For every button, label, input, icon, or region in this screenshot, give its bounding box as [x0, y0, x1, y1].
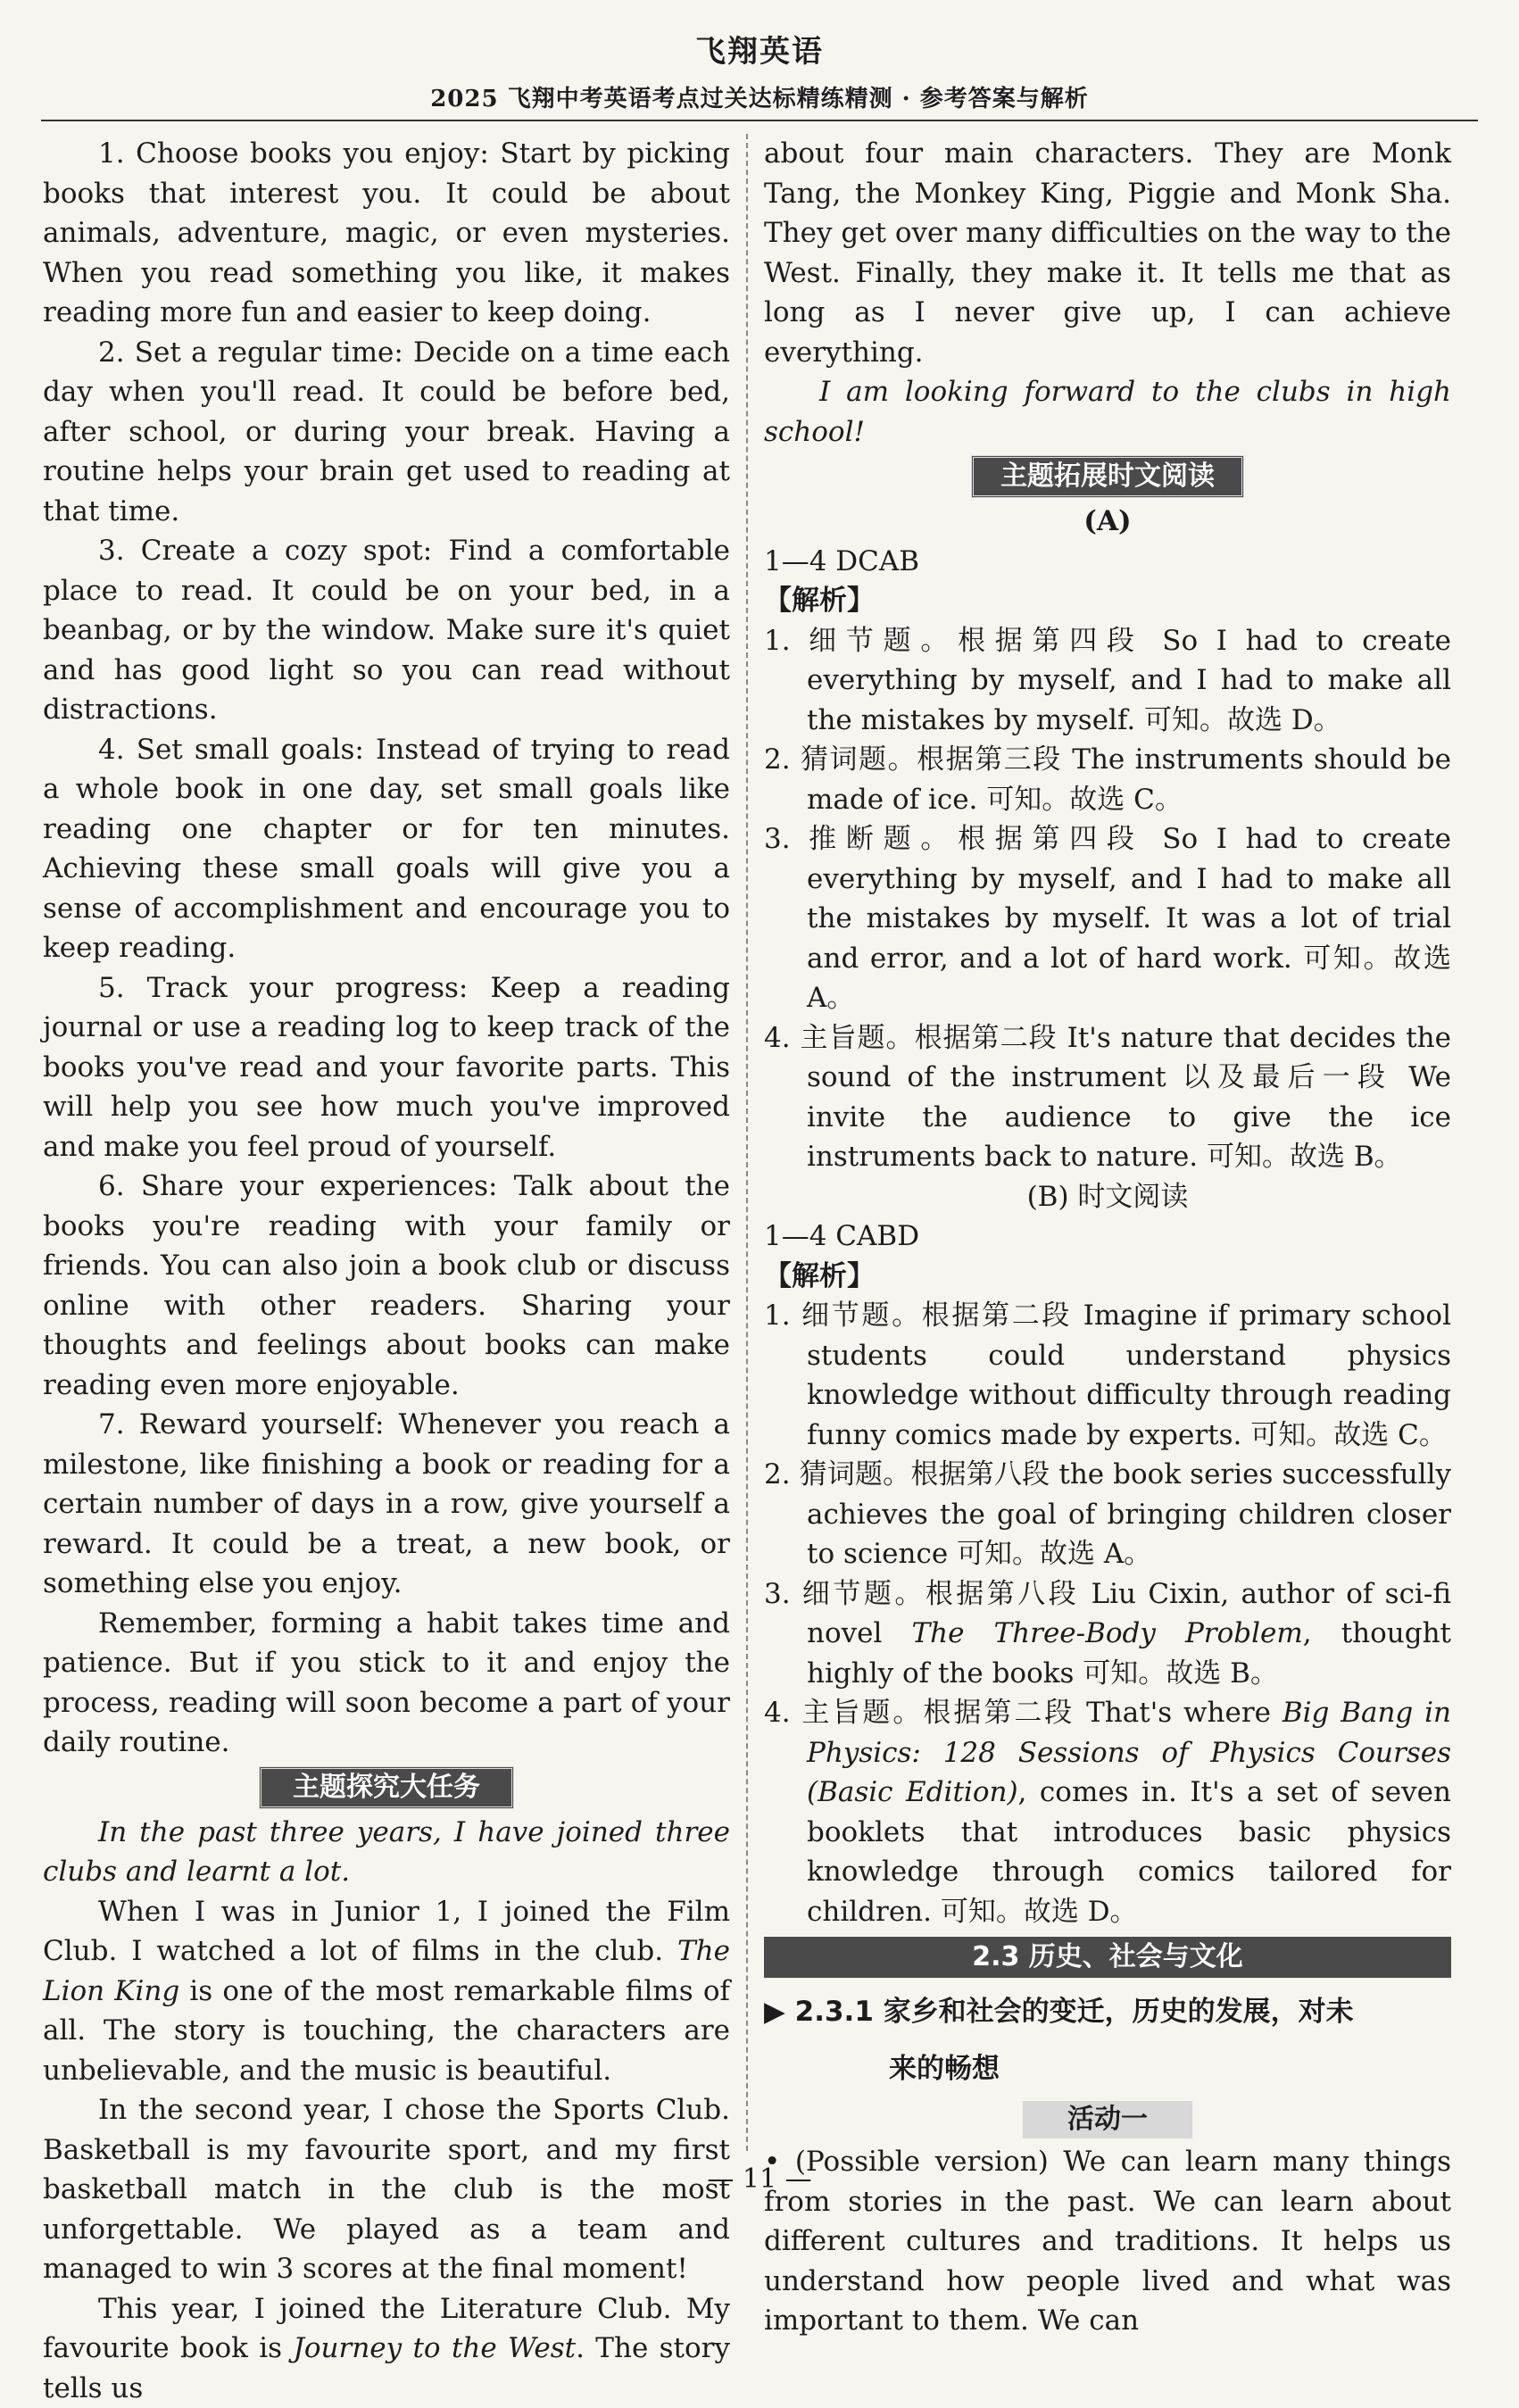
left-column: [43, 134, 730, 2408]
essay-p1-text: When I was in Junior 1, I joined the Film Club. I watched a lot of films in the club.: [43, 1896, 730, 1968]
series-title: Big Bang in Physics: 128 Sessions of Physics Courses (Basic Edition): [807, 1697, 1451, 1808]
tip-remember: Remember, forming a habit takes time and patience. But if you stick to it and enjoy the process, reading will soon become a part of your daily routine.: [43, 1604, 730, 1763]
tip-5: 5. Track your progress: Keep a reading journal or use a reading log to keep track of the books you've read and your favorite parts. This will help you see how much you've improved and make you feel proud of yourself.: [43, 968, 730, 1167]
subsection-heading: [764, 1983, 1451, 2097]
answers-a: 1—4 DCAB: [764, 542, 1451, 582]
analysis-a-1: 1. 细节题。根据第四段 So I had to create everything by myself, and I had to make all the mistakes by myself. 可知。故选 D。: [764, 621, 1451, 741]
essay-paragraph-3: [43, 2289, 730, 2408]
essay-p3-text: This year, I joined the Literature Club. My favourite book is: [43, 2293, 730, 2365]
film-title: The Lion King: [43, 1935, 730, 2007]
analysis-b-1: 1. 细节题。根据第二段 Imagine if primary school students could understand physics knowledge without difficulty through reading funny comics made by experts. 可知。故选 C。: [764, 1296, 1451, 1455]
possible-version: • (Possible version) We can learn many things from stories in the past. We can learn about different cultures and traditions. It helps us understand how people lived and what was important to them. We can: [764, 2142, 1451, 2341]
analysis-b-3-text: 3. 细节题。根据第八段 Liu Cixin, author of sci-fi novel: [764, 1578, 1451, 1650]
analysis-b-3-text-end: , thought highly of the books 可知。故选 B。: [807, 1617, 1451, 1690]
right-column: [764, 134, 1451, 2341]
essay-ending: I am looking forward to the clubs in high school!: [764, 372, 1451, 452]
brand-logo: 飞翔英语: [0, 27, 1519, 71]
task-section-title: 主题探究大任务: [259, 1766, 514, 1809]
part-b-label: (B) 时文阅读: [764, 1177, 1451, 1217]
history-section-bar: 2.3 历史、社会与文化: [764, 1937, 1451, 1978]
essay-continued: about four main characters. They are Monk Tang, the Monkey King, Piggie and Monk Sha. They get over many difficulties on the way to the West. Finally, they make it. It tells me that as long as I never give up, I can achieve everything.: [764, 134, 1451, 372]
essay-p3-text-end: . The story tells us: [43, 2332, 730, 2404]
essay-p1-text-end: is one of the most remarkable films of all. The story is touching, the characters are unbelievable, and the music is beautiful.: [43, 1975, 730, 2087]
tip-6: 6. Share your experiences: Talk about the books you're reading with your family or friends. You can also join a book club or discuss online with other readers. Sharing your thoughts and feelings about books can make reading even more enjoyable.: [43, 1167, 730, 1405]
activity-title: 活动一: [1023, 2101, 1192, 2138]
page-subtitle: 2025 飞翔中考英语考点过关达标精练精测 · 参考答案与解析: [0, 80, 1519, 113]
essay-intro: In the past three years, I have joined three clubs and learnt a lot.: [43, 1813, 730, 1892]
answers-b: 1—4 CABD: [764, 1216, 1451, 1257]
analysis-b-4-text: 4. 主旨题。根据第二段 That's where: [764, 1697, 1282, 1729]
analysis-a-4: 4. 主旨题。根据第二段 It's nature that decides the sound of the instrument 以及最后一段 We invite the audience to give the ice instruments back to nature. 可知。故选 B。: [764, 1018, 1451, 1177]
page-number: — 11 —: [0, 2163, 1519, 2195]
analysis-b-4-text-end: , comes in. It's a set of seven booklets that introduces basic physics knowledge through comics tailored for children. 可知。故选 D。: [807, 1776, 1451, 1928]
subsection-heading-line2: 来的畅想: [764, 2040, 1451, 2097]
tip-4: 4. Set small goals: Instead of trying to read a whole book in one day, set small goals like reading one chapter or for ten minutes. Achieving these small goals will give you a sense of accomplishment and encourage you to keep reading.: [43, 730, 730, 968]
tip-2: 2. Set a regular time: Decide on a time each day when you'll read. It could be before bed, after school, or during your break. Having a routine helps your brain get used to reading at that time.: [43, 333, 730, 532]
subsection-heading-line1: ▶ 2.3.1 家乡和社会的变迁，历史的发展，对未: [764, 1996, 1354, 2028]
tip-3: 3. Create a cozy spot: Find a comfortable place to read. It could be on your bed, in a beanbag, or by the window. Make sure it's quiet and has good light so you can read without distractions.: [43, 531, 730, 730]
analysis-b-2: 2. 猜词题。根据第八段 the book series successfully achieves the goal of bringing children closer to science 可知。故选 A。: [764, 1455, 1451, 1574]
tip-7: 7. Reward yourself: Whenever you reach a milestone, like finishing a book or reading for a certain number of days in a row, give yourself a reward. It could be a treat, a new book, or something else you enjoy.: [43, 1405, 730, 1604]
column-divider: [746, 134, 748, 2151]
book-title: Journey to the West: [293, 2332, 576, 2364]
analysis-b-3: [764, 1574, 1451, 1694]
analysis-b-4: [764, 1693, 1451, 1931]
tip-1: 1. Choose books you enjoy: Start by picking books that interest you. It could be about animals, adventure, magic, or even mysteries. When you read something you like, it makes reading more fun and easier to keep doing.: [43, 134, 730, 333]
essay-paragraph-2: In the second year, I chose the Sports Club. Basketball is my favourite sport, and my first basketball match in the club is the most unforgettable. We played as a team and managed to win 3 scores at the final moment!: [43, 2090, 730, 2289]
analysis-label-a: 【解析】: [764, 581, 1451, 621]
part-a-label: (A): [764, 502, 1451, 542]
analysis-a-3: 3. 推断题。根据第四段 So I had to create everything by myself, and I had to make all the mistakes by myself. It was a lot of trial and error, and a lot of hard work. 可知。故选 A。: [764, 819, 1451, 1018]
analysis-a-2: 2. 猜词题。根据第三段 The instruments should be made of ice. 可知。故选 C。: [764, 740, 1451, 819]
extension-section-title: 主题拓展时文阅读: [971, 455, 1244, 498]
header-rule: [41, 120, 1478, 121]
novel-title: The Three-Body Problem: [911, 1617, 1302, 1649]
analysis-label-b: 【解析】: [764, 1257, 1451, 1297]
essay-paragraph-1: [43, 1892, 730, 2091]
